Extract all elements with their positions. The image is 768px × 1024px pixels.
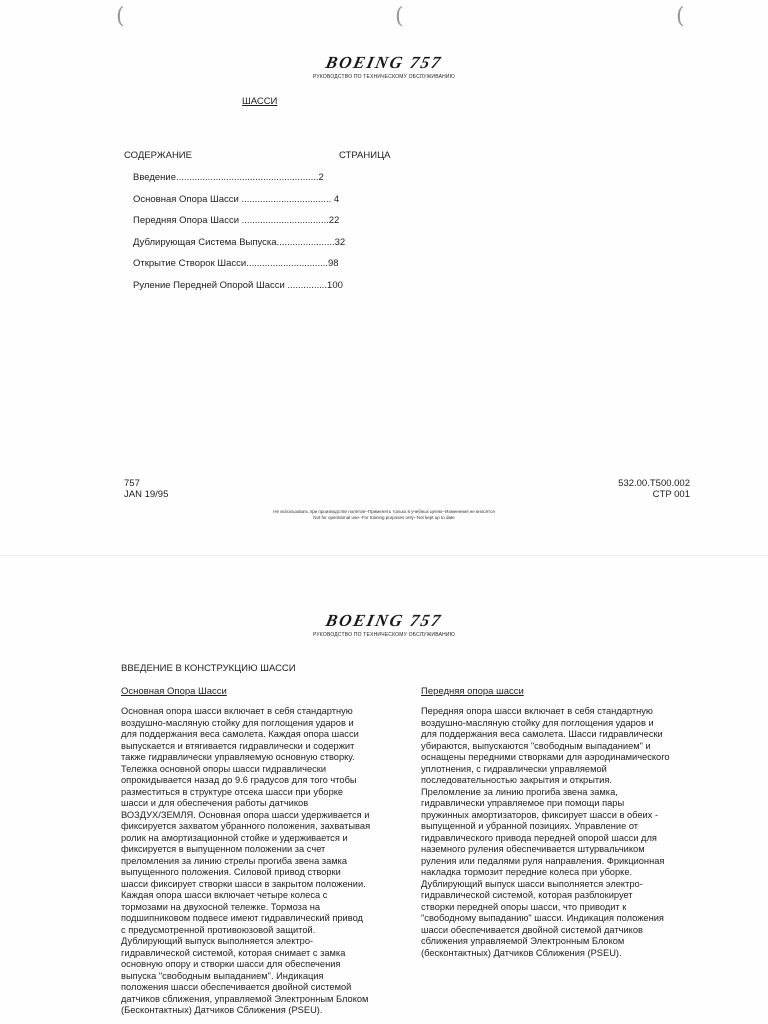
description-line: "свободному выпаданию" шасси. Индикация положения: [421, 913, 664, 923]
description-line: шасси фиксирует створки шасси в закрытом положении.: [121, 878, 366, 889]
brand-title: BOEING 757: [324, 611, 444, 630]
toc-entry: Открытие Створок Шасси...............................98: [133, 258, 339, 269]
toc-entry: Руление Передней Опорой Шасси ...............100: [133, 280, 343, 291]
description-line: тормозами на двухосной тележке. Тормоза на: [121, 901, 320, 912]
description-line: Основная опора шасси включает в себя стандартную: [121, 706, 353, 716]
description-line: шасси обеспечивается двойной системой датчиков: [421, 924, 643, 935]
description-line: с предусмотренной противоюзовой защитой.: [121, 924, 316, 935]
footer-date: JAN 19/95: [124, 489, 169, 500]
description-line: Преломление за линию прогиба звена замка,: [421, 786, 618, 797]
page-divider: [0, 555, 768, 556]
description-line: Дублирующий выпуск выполняется электро-: [121, 936, 314, 946]
brand-subtitle: РУКОВОДСТВО ПО ТЕХНИЧЕСКОМУ ОБСЛУЖИВАНИЮ: [313, 632, 455, 638]
description-line: накладка тормозит передние колеса при уборке.: [421, 867, 633, 877]
description-line: фиксируется захватом убранного положения, захватывая: [121, 821, 371, 831]
training-notice-ru: Не использовать при производстве полетов--Применять только в учебных целях--Изменения не вносятся: [273, 509, 495, 514]
toc-header-right: СТРАНИЦА: [339, 150, 391, 161]
description-line: гидравлической системой, которая разблокирует: [421, 890, 633, 900]
toc-entry: Дублирующая Система Выпуска......................32: [133, 237, 346, 248]
description-line: фиксируется в выпущенном положении за счет: [121, 844, 326, 854]
boeing-logo-page1: [0, 54, 768, 80]
footer-model: 757: [124, 478, 140, 489]
description-line: выпуска "свободным выпаданием". Индикация: [121, 970, 324, 981]
description-line: воздушно-масляную стойку для поглощения ударов и: [121, 717, 354, 728]
description-line: сближения управляемой Электронным Блоком: [421, 936, 625, 946]
description-line: Тележка основной опоры шасси гидравлически: [121, 763, 327, 774]
description-line: гидравлического привода передней опорой шасси для: [421, 832, 657, 843]
description-line: для поддержания веса самолета. Шасси гидравлически: [421, 729, 663, 739]
description-line: гидравлической системой, которая снимает с замка: [121, 947, 346, 958]
description-line: (Бесконтактных) Датчиков Сближения (PSEU).: [121, 1005, 323, 1015]
description-line: подшипниковом подвесе имеют гидравлический привод: [121, 913, 363, 923]
description-line: выпущенной и убранной позициях. Управление от: [421, 821, 639, 831]
description-line: Дублирующий выпуск шасси выполняется электро-: [421, 878, 643, 889]
description-line: оснащены передними створками для аэродинамического: [421, 752, 670, 762]
description-line: воздушно-масляную стойку для поглощения ударов и: [421, 717, 654, 728]
toc-entry: Основная Опора Шасси .................................. 4: [133, 194, 340, 205]
description-line: гидравлически управляемое при помощи пары: [421, 798, 625, 808]
training-notice-en: Not for operational use--For training purposes only--Not kept up to date: [313, 515, 455, 520]
description-line: уплотнения, с гидравлически управляемой: [421, 763, 607, 774]
description-line: наземного руления обеспечивается штурвальчиком: [421, 844, 645, 854]
binder-hole-mark-center: (: [395, 4, 404, 29]
description-line: створки передней опоры шасси, что приводит к: [421, 901, 627, 912]
main-gear-title: Основная Опора Шасси: [121, 686, 227, 697]
binder-hole-mark-right: (: [676, 4, 685, 29]
footer-doc-number: 532.00.T500.002: [618, 478, 690, 489]
description-line: Каждая опора шасси включает четыре колеса с: [121, 890, 328, 900]
binder-hole-mark-left: (: [116, 4, 125, 29]
boeing-logo-page2: [0, 612, 768, 638]
description-line: датчиков сближения, управляемой Электронным Блоком: [121, 993, 369, 1004]
description-line: также гидравлически управляемую основную створку.: [121, 752, 355, 762]
brand-subtitle: РУКОВОДСТВО ПО ТЕХНИЧЕСКОМУ ОБСЛУЖИВАНИЮ: [313, 74, 455, 80]
main-gear-description: [121, 706, 389, 1017]
description-line: опрокидывается назад до 9.6 градусов для того чтобы: [121, 775, 357, 785]
description-line: последовательностью закрытия и открытия.: [421, 775, 612, 785]
description-line: выпускается и втягивается гидравлически и содержит: [121, 740, 355, 751]
toc-entry: Передняя Опора Шасси .................................22: [133, 215, 340, 226]
description-line: ролик на амортизационной стойке и удерживается и: [121, 832, 348, 843]
description-line: убираются, выпускаются "свободным выпаданием" и: [421, 740, 651, 751]
intro-heading: ВВЕДЕНИЕ В КОНСТРУКЦИЮ ШАССИ: [121, 663, 296, 674]
description-line: пружинных амортизаторов, фиксирует шасси в обеих -: [421, 809, 659, 820]
description-line: разместиться в структуре отсека шасси при уборке: [121, 786, 344, 797]
description-line: основную опору и створки шасси для обеспечения: [121, 959, 341, 969]
footer-page-code: CTP 001: [652, 489, 690, 500]
description-line: Передняя опора шасси включает в себя стандартную: [421, 706, 653, 716]
section-title: ШАССИ: [242, 96, 278, 107]
description-line: выпущенного положения. Силовой привод створки: [121, 867, 341, 877]
toc-header-left: СОДЕРЖАНИЕ: [124, 150, 192, 161]
description-line: ВОЗДУХ/ЗЕМЛЯ. Основная опора шасси удерживается и: [121, 809, 370, 820]
nose-gear-description: [421, 706, 689, 959]
brand-title: BOEING 757: [324, 53, 444, 72]
nose-gear-title: Передняя опора шасси: [421, 686, 524, 697]
toc-entry: Введение......................................................2: [133, 172, 324, 183]
description-line: (бесконтактных) Датчиков Сближения (PSEU).: [421, 947, 622, 958]
description-line: для поддержания веса самолета. Каждая опора шасси: [121, 729, 359, 739]
description-line: положения шасси обеспечивается двойной системой: [121, 982, 352, 992]
description-line: шасси и для обеспечения работы датчиков: [121, 798, 309, 808]
description-line: преломления за линию стрелы прогиба звена замка: [121, 855, 348, 866]
description-line: руления или педалями руля направления. Фрикционная: [421, 855, 665, 866]
